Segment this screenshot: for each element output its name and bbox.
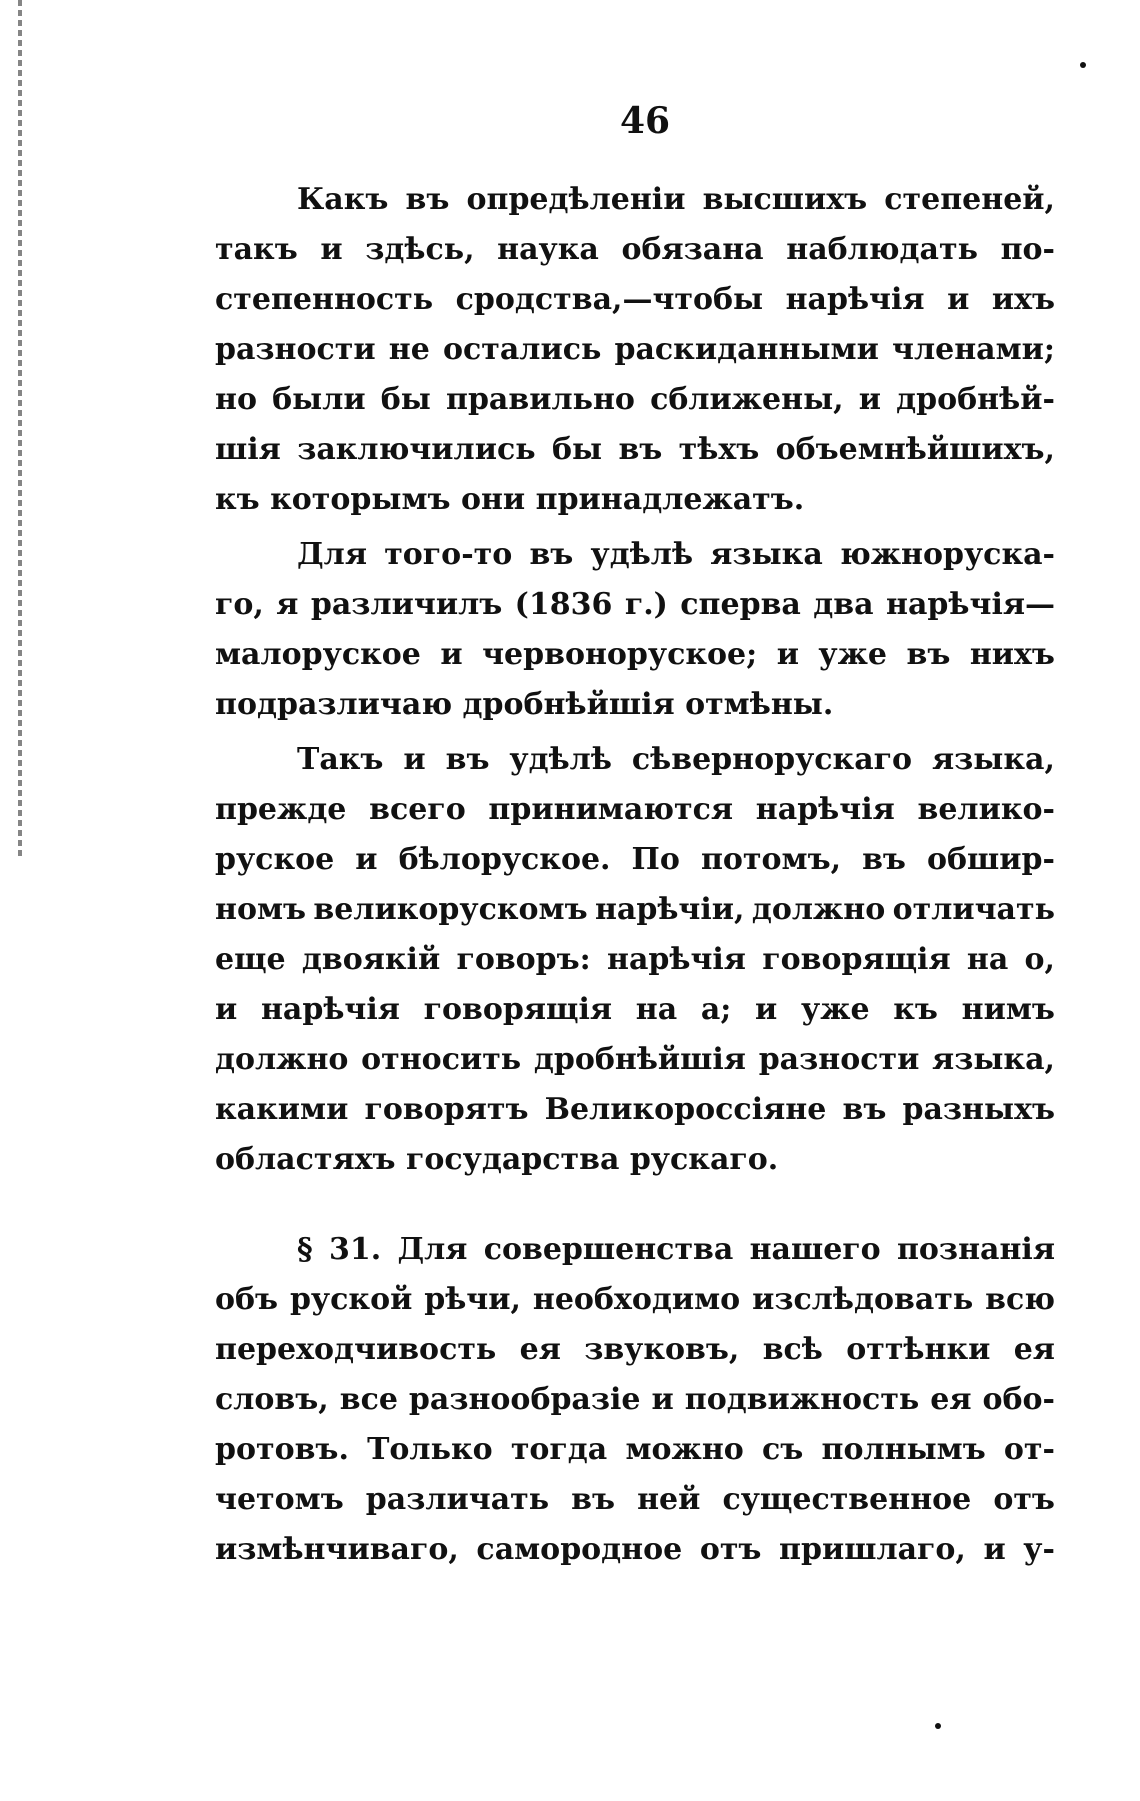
word: дробнѣйшія — [533, 1042, 746, 1077]
word: въ — [405, 182, 450, 217]
word: въ — [906, 637, 951, 672]
text-line — [215, 985, 1055, 1035]
word: уже — [818, 637, 888, 672]
text-line — [215, 835, 1055, 885]
word: и — [858, 382, 882, 417]
word: переходчивость — [215, 1332, 497, 1367]
text-line: областяхъ государства рускаго. — [215, 1142, 779, 1177]
text-line — [215, 580, 1055, 630]
word: въ — [842, 1092, 887, 1127]
text-line — [215, 1425, 1055, 1475]
word: были — [272, 382, 366, 417]
text-line — [215, 325, 1055, 375]
word: по- — [1000, 232, 1055, 267]
ink-speck — [1080, 62, 1086, 68]
word: нарѣчія — [260, 992, 400, 1027]
word: раскиданными — [614, 332, 879, 367]
word: и — [776, 637, 799, 672]
word: Для — [397, 1232, 468, 1267]
word: должно — [751, 892, 886, 927]
word: южноруска- — [839, 537, 1055, 572]
word: два — [813, 587, 874, 622]
word: всѣ — [762, 1332, 823, 1367]
text-line — [215, 375, 1055, 425]
text-line — [215, 1475, 1055, 1525]
word: четомъ — [215, 1482, 344, 1517]
text-line — [215, 785, 1055, 835]
word: нарѣчіи, — [594, 892, 745, 927]
word: разнообразіе — [408, 1382, 641, 1417]
word: объ — [215, 1282, 279, 1317]
word: обо- — [982, 1382, 1055, 1417]
word: прежде — [215, 792, 347, 827]
word: какими — [215, 1092, 349, 1127]
word: на — [966, 942, 1009, 977]
word: говорящія — [762, 942, 951, 977]
word: малоруское — [215, 637, 421, 672]
word: нимъ — [961, 992, 1055, 1027]
text-line — [215, 630, 1055, 680]
word: опредѣленіи — [466, 182, 686, 217]
text-line — [215, 1085, 1055, 1135]
word: пришлаго, — [779, 1532, 966, 1567]
word: у- — [1023, 1532, 1055, 1567]
word: членами; — [892, 332, 1055, 367]
section-31-paragraph — [215, 1225, 1055, 1575]
word: подвижность — [684, 1382, 920, 1417]
word: дробнѣй- — [896, 382, 1055, 417]
word: руское — [215, 842, 335, 877]
word: нарѣчія — [606, 942, 746, 977]
word: здѣсь, — [365, 232, 475, 267]
word: относить — [361, 1042, 522, 1077]
word: говорящія — [423, 992, 613, 1027]
word: По — [631, 842, 680, 877]
word: обязана — [621, 232, 764, 267]
word: въ — [862, 842, 906, 877]
word: Великороссіяне — [544, 1092, 827, 1127]
word: всю — [985, 1282, 1055, 1317]
word: удѣлѣ — [590, 537, 694, 572]
text-line: къ которымъ они принадлежатъ. — [215, 482, 805, 517]
word: потомъ, — [700, 842, 842, 877]
page-number: 46 — [619, 100, 671, 142]
word: не — [388, 332, 430, 367]
word: разныхъ — [902, 1092, 1055, 1127]
paragraph-1 — [215, 175, 1055, 525]
word: обшир- — [926, 842, 1055, 877]
word: ея — [1013, 1332, 1055, 1367]
word: остались — [443, 332, 602, 367]
word: и — [355, 842, 378, 877]
word: бы — [551, 432, 603, 467]
word: совершенства — [483, 1232, 734, 1267]
word: и — [755, 992, 778, 1027]
word: существенное — [722, 1482, 972, 1517]
word: нарѣчія — [785, 282, 925, 317]
word: и — [215, 992, 238, 1027]
word: къ — [893, 992, 938, 1027]
word: все — [339, 1382, 398, 1417]
word: въ — [445, 742, 490, 777]
ink-speck — [935, 1723, 941, 1729]
word: червоноруское; — [482, 637, 758, 672]
word: нихъ — [969, 637, 1055, 672]
word: въ — [618, 432, 663, 467]
word: измѣнчиваго, — [215, 1532, 459, 1567]
paragraph-2 — [215, 530, 1055, 730]
word: должно — [215, 1042, 349, 1077]
word: звуковъ, — [584, 1332, 740, 1367]
word: наука — [497, 232, 599, 267]
word: въ — [529, 537, 574, 572]
word: § — [297, 1232, 313, 1267]
word: полнымъ — [821, 1432, 986, 1467]
word: необходимо — [532, 1282, 741, 1317]
text-line — [215, 1035, 1055, 1085]
word: номъ — [215, 892, 307, 927]
word: и — [947, 282, 970, 317]
word: ротовъ. — [215, 1432, 349, 1467]
word: сближены, — [650, 382, 844, 417]
word: тогда — [510, 1432, 608, 1467]
word: бѣлоруское. — [398, 842, 611, 877]
word: разности — [758, 1042, 920, 1077]
word: Только — [367, 1432, 493, 1467]
text-line — [215, 935, 1055, 985]
word: нарѣчія — [755, 792, 895, 827]
word: оттѣнки — [846, 1332, 991, 1367]
word: говорятъ — [364, 1092, 529, 1127]
word: можно — [625, 1432, 744, 1467]
word: заключились — [297, 432, 536, 467]
word: отъ — [699, 1532, 762, 1567]
word: языка, — [932, 742, 1055, 777]
word: нашего — [749, 1232, 881, 1267]
text-line — [215, 1325, 1055, 1375]
text-line: подразличаю дробнѣйшія отмѣны. — [215, 687, 834, 722]
word: ея — [519, 1332, 561, 1367]
paragraph-3 — [215, 735, 1055, 1185]
word: объемнѣйшихъ, — [775, 432, 1055, 467]
word: бы — [380, 382, 431, 417]
text-line — [215, 1375, 1055, 1425]
word: словъ, — [215, 1382, 329, 1417]
word: о, — [1024, 942, 1055, 977]
text-line — [215, 1525, 1055, 1575]
text-line — [215, 175, 1055, 225]
word: всего — [369, 792, 466, 827]
word: (1836 — [514, 587, 613, 622]
word: тѣхъ — [678, 432, 760, 467]
word: великорускомъ — [313, 892, 588, 927]
word: руской — [289, 1282, 413, 1317]
word: г.) — [624, 587, 668, 622]
text-line — [215, 1225, 1055, 1275]
word: такъ — [215, 232, 298, 267]
word: уже — [800, 992, 870, 1027]
text-line — [215, 275, 1055, 325]
word: языка — [710, 537, 823, 572]
word: степенность — [215, 282, 434, 317]
word: го, — [215, 587, 264, 622]
word: языка, — [932, 1042, 1055, 1077]
word: сродства,—чтобы — [455, 282, 764, 317]
word: шія — [215, 432, 281, 467]
text-line — [215, 885, 1055, 935]
word: того-то — [384, 537, 513, 572]
word: съ — [762, 1432, 804, 1467]
word: сперва — [680, 587, 801, 622]
word: нарѣчія— — [886, 587, 1055, 622]
word: ея — [930, 1382, 972, 1417]
word: высшихъ — [702, 182, 868, 217]
text-line — [215, 225, 1055, 275]
word: говоръ: — [456, 942, 591, 977]
word: ихъ — [991, 282, 1055, 317]
word: удѣлѣ — [509, 742, 612, 777]
text-line — [215, 735, 1055, 785]
word: правильно — [445, 382, 635, 417]
word: Какъ — [297, 182, 389, 217]
text-line — [215, 530, 1055, 580]
word: различать — [365, 1482, 550, 1517]
word: наблюдать — [786, 232, 978, 267]
word: самородное — [476, 1532, 683, 1567]
word: сѣвернорускаго — [631, 742, 913, 777]
word: и — [320, 232, 343, 267]
word: ней — [637, 1482, 701, 1517]
word: отличать — [892, 892, 1055, 927]
word: разности — [215, 332, 376, 367]
word: а; — [700, 992, 732, 1027]
word: познанія — [896, 1232, 1055, 1267]
text-line — [215, 425, 1055, 475]
text-line — [215, 1275, 1055, 1325]
word: Для — [297, 537, 367, 572]
word: Такъ — [297, 742, 384, 777]
word: на — [635, 992, 678, 1027]
word: и — [983, 1532, 1006, 1567]
word: велико- — [917, 792, 1055, 827]
word: и — [403, 742, 426, 777]
word: еще — [215, 942, 286, 977]
word: принимаются — [488, 792, 734, 827]
word: и — [440, 637, 463, 672]
word: въ — [571, 1482, 616, 1517]
word: степеней, — [884, 182, 1055, 217]
word: и — [651, 1382, 674, 1417]
word: отъ — [993, 1482, 1055, 1517]
word: двоякій — [301, 942, 441, 977]
word: различилъ — [310, 587, 503, 622]
word: 31. — [328, 1232, 382, 1267]
word: рѣчи, — [424, 1282, 521, 1317]
word: но — [215, 382, 257, 417]
word: от- — [1003, 1432, 1055, 1467]
word: изслѣдовать — [752, 1282, 974, 1317]
word: я — [276, 587, 299, 622]
